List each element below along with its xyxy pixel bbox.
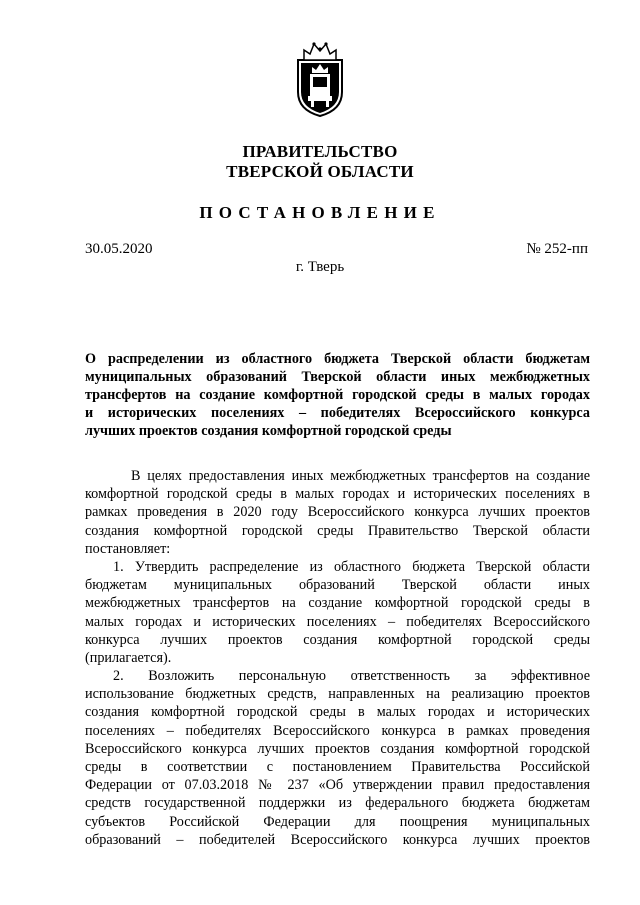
organization-name-line1: ПРАВИТЕЛЬСТВО [242, 142, 398, 161]
body-line: рамках проведения в 2020 году Всероссийского конкурса лучших проектов [85, 504, 590, 521]
body-line: среды в соответствии с постановлением Правительства Российской [85, 759, 590, 775]
body-line: постановляет: [85, 540, 171, 557]
body-line: использование бюджетных средств, направленных на реализацию проектов [85, 686, 590, 703]
body-line: субъектов Российской Федерации для поощрения муниципальных [85, 813, 590, 830]
body-line: средств государственной поддержки из федерального бюджета бюджетам [85, 795, 590, 812]
document-subject [85, 350, 590, 440]
body-line: 2. Возложить персональную ответственность за эффективное [113, 668, 590, 685]
body-line: 1. Утвердить распределение из областного бюджета Тверской области [113, 558, 590, 575]
organization-name-line2: ТВЕРСКОЙ ОБЛАСТИ [226, 162, 414, 181]
tver-coat-of-arms-icon [292, 40, 348, 118]
body-line: поселениях – победителях Всероссийского конкурса в рамках проведения [85, 722, 590, 739]
body-line: образований – победителей Всероссийского конкурса лучших проектов [85, 831, 590, 848]
body-line: малых городах и исторических поселениях – победителях Всероссийского [85, 613, 590, 630]
subject-line: муниципальных образований Тверской области иных межбюджетных [85, 369, 590, 385]
subject-line: О распределении из областного бюджета Тверской области бюджетам [85, 351, 590, 367]
body-line: В целях предоставления иных межбюджетных трансфертов на создание [131, 468, 590, 484]
subject-line: и исторических поселениях – победителях Всероссийского конкурса [85, 405, 590, 421]
body-line: создания комфортной городской среды в малых городах и исторических [85, 704, 590, 721]
body-line: межбюджетных трансфертов на создание комфортной городской среды в [85, 595, 590, 612]
body-line: (прилагается). [85, 649, 172, 666]
document-type: ПОСТАНОВЛЕНИЕ [199, 203, 441, 222]
body-line: Федерации от 07.03.2018 № 237 «Об утверждении правил предоставления [85, 777, 590, 794]
document-date: 30.05.2020 [85, 241, 153, 257]
document-city: г. Тверь [295, 259, 345, 275]
document-number: № 252-пп [526, 241, 588, 257]
body-line: конкурса лучших проектов создания комфортной городской среды [85, 631, 590, 648]
body-line: комфортной городской среды в малых городах и исторических поселениях в [85, 486, 590, 503]
subject-line: лучших проектов создания комфортной городской среды [85, 423, 452, 439]
document-body [85, 467, 590, 849]
body-line: Всероссийского конкурса лучших проектов создания комфортной городской [85, 740, 590, 757]
body-line: бюджетам муниципальных образований Тверской области иных [85, 577, 590, 594]
body-line: создания комфортной городской среды Правительство Тверской области [85, 522, 590, 539]
subject-line: трансфертов на создание комфортной городской среды в малых городах [85, 387, 590, 403]
